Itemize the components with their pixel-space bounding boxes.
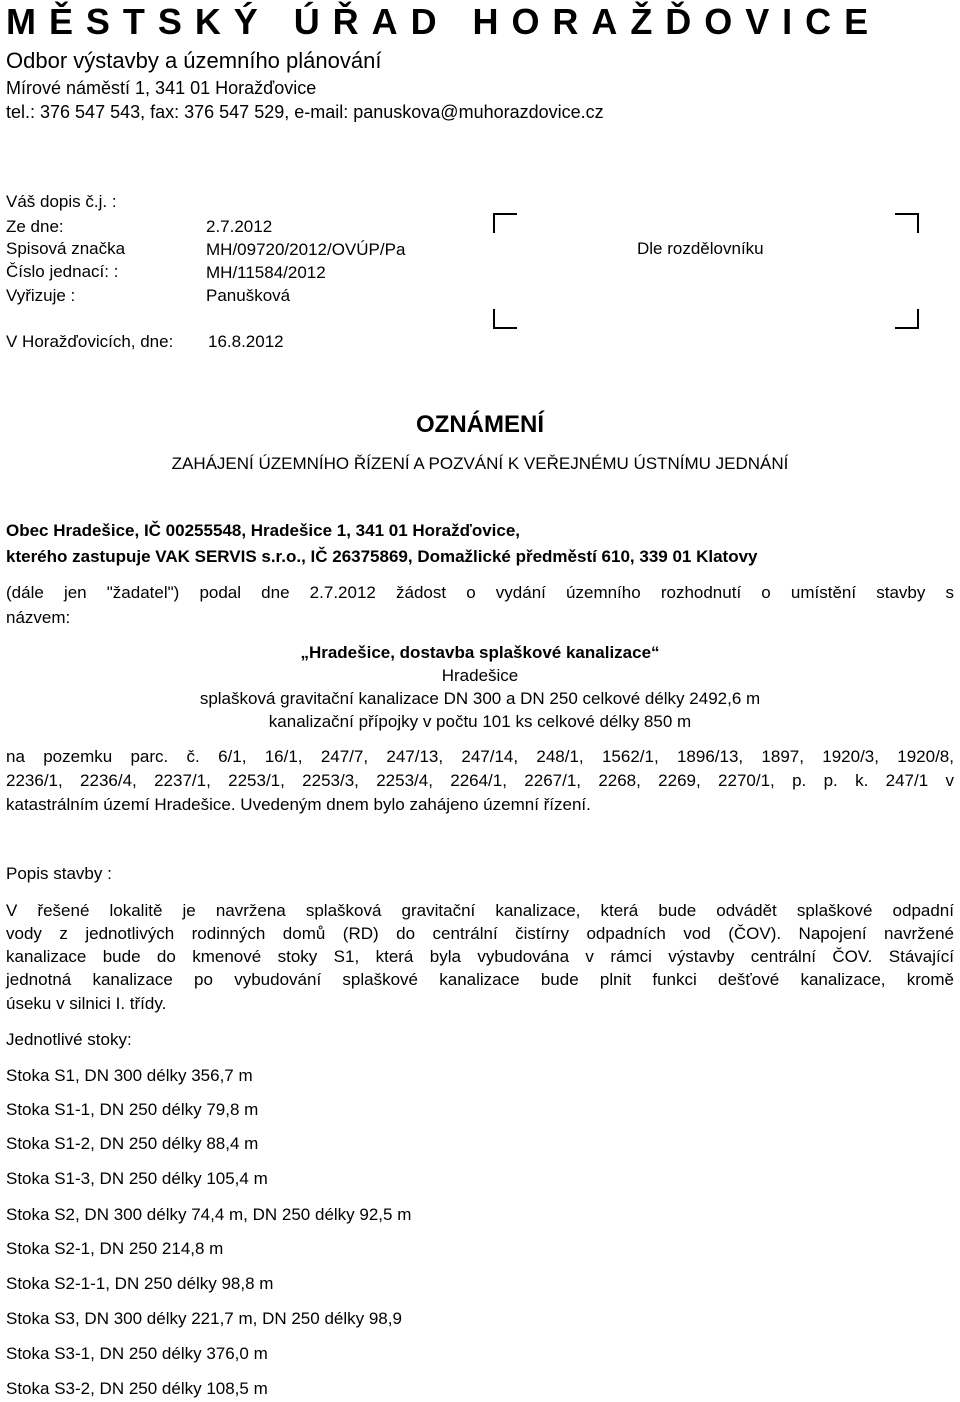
department-name: Odbor výstavby a územního plánování [6,48,382,73]
applicant-line-2: kterého zastupuje VAK SERVIS s.r.o., IČ 26375869, Domažlické předměstí 610, 339 01 Klatovy [6,547,758,566]
spisova-znacka-label: Spisová značka [6,239,126,258]
address-box-corner-bottom-left [493,309,517,329]
stoka-item: Stoka S2-1, DN 250 214,8 m [6,1239,224,1258]
vyrizuje-label: Vyřizuje : [6,286,76,305]
description-line-3: kanalizace bude do kmenové stoky S1, která byla vybudována v rámci výstavby centrální ČOV. Stávající [6,947,954,966]
applicant-line-4: názvem: [6,608,71,627]
parcels-line-2: 2236/1, 2236/4, 2237/1, 2253/1, 2253/3, 2253/4, 2264/1, 2267/1, 2268, 2269, 2270/1, p. p. k. 247/1 v [6,771,954,790]
description-line-4: jednotná kanalizace po vybudování splaškové kanalizace bude plnit funkci dešťové kanalizace, kromě [6,970,954,989]
description-heading: Popis stavby : [6,864,112,883]
project-detail-1: splašková gravitační kanalizace DN 300 a DN 250 celkové délky 2492,6 m [199,689,761,708]
address-box-corner-bottom-right [895,309,919,329]
date-label: V Horažďovicích, dne: [6,332,174,351]
stoka-item: Stoka S3-2, DN 250 délky 108,5 m [6,1379,268,1398]
stoka-item: Stoka S1, DN 300 délky 356,7 m [6,1066,253,1085]
stoka-item: Stoka S3-1, DN 250 délky 376,0 m [6,1344,268,1363]
stoka-item: Stoka S3, DN 300 délky 221,7 m, DN 250 délky 98,9 [6,1309,402,1328]
address-box-corner-top-right [895,213,919,233]
stoka-item: Stoka S2-1-1, DN 250 délky 98,8 m [6,1274,274,1293]
description-line-2: vody z jednotlivých rodinných domů (RD) do centrální čistírny odpadních vod (ČOV). Napojení navržené [6,924,954,943]
ze-dne-label: Ze dne: [6,217,64,236]
stoky-heading: Jednotlivé stoky: [6,1030,132,1049]
stoka-item: Stoka S2, DN 300 délky 74,4 m, DN 250 délky 92,5 m [6,1205,412,1224]
stoka-item: Stoka S1-1, DN 250 délky 79,8 m [6,1100,259,1119]
date-value: 16.8.2012 [208,332,284,351]
project-name: „Hradešice, dostavba splaškové kanalizace“ [300,643,660,662]
parcels-line-3: katastrálním území Hradešice. Uvedeným dnem bylo zahájeno územní řízení. [6,795,591,814]
address-box-corner-top-left [493,213,517,233]
notice-subheading: ZAHÁJENÍ ÚZEMNÍHO ŘÍZENÍ A POZVÁNÍ K VEŘEJNÉMU ÚSTNÍMU JEDNÁNÍ [171,454,789,473]
office-title: MĚSTSKÝ ÚŘAD HORAŽĎOVICE [6,1,882,42]
project-detail-2: kanalizační přípojky v počtu 101 ks celkové délky 850 m [268,712,692,731]
office-address: Mírové náměstí 1, 341 01 Horažďovice [6,78,317,98]
description-line-1: V řešené lokalitě je navržena splašková gravitační kanalizace, která bude odvádět splaškové odpadní [6,901,954,920]
cislo-jednaci-value: MH/11584/2012 [206,263,326,282]
project-place: Hradešice [441,666,519,685]
notice-heading: OZNÁMENÍ [416,411,544,438]
applicant-line-3: (dále jen "žadatel") podal dne 2.7.2012 žádost o vydání územního rozhodnutí o umístění stavby s [6,583,954,602]
office-contact: tel.: 376 547 543, fax: 376 547 529, e-mail: panuskova@muhorazdovice.cz [6,102,604,122]
stoka-item: Stoka S1-2, DN 250 délky 88,4 m [6,1134,259,1153]
stoka-item: Stoka S1-3, DN 250 délky 105,4 m [6,1169,268,1188]
applicant-line-1: Obec Hradešice, IČ 00255548, Hradešice 1, 341 01 Horažďovice, [6,521,521,540]
spisova-znacka-value: MH/09720/2012/OVÚP/Pa [206,240,406,259]
vas-dopis-label: Váš dopis č.j. : [6,192,117,211]
vyrizuje-value: Panušková [206,286,291,305]
description-line-5: úseku v silnici I. třídy. [6,994,167,1013]
recipient: Dle rozdělovníku [637,239,764,258]
cislo-jednaci-label: Číslo jednací: : [6,262,119,281]
ze-dne-value: 2.7.2012 [206,217,273,236]
parcels-line-1: na pozemku parc. č. 6/1, 16/1, 247/7, 247/13, 247/14, 248/1, 1562/1, 1896/13, 1897, 1920/3, 1920/8, [6,747,954,766]
